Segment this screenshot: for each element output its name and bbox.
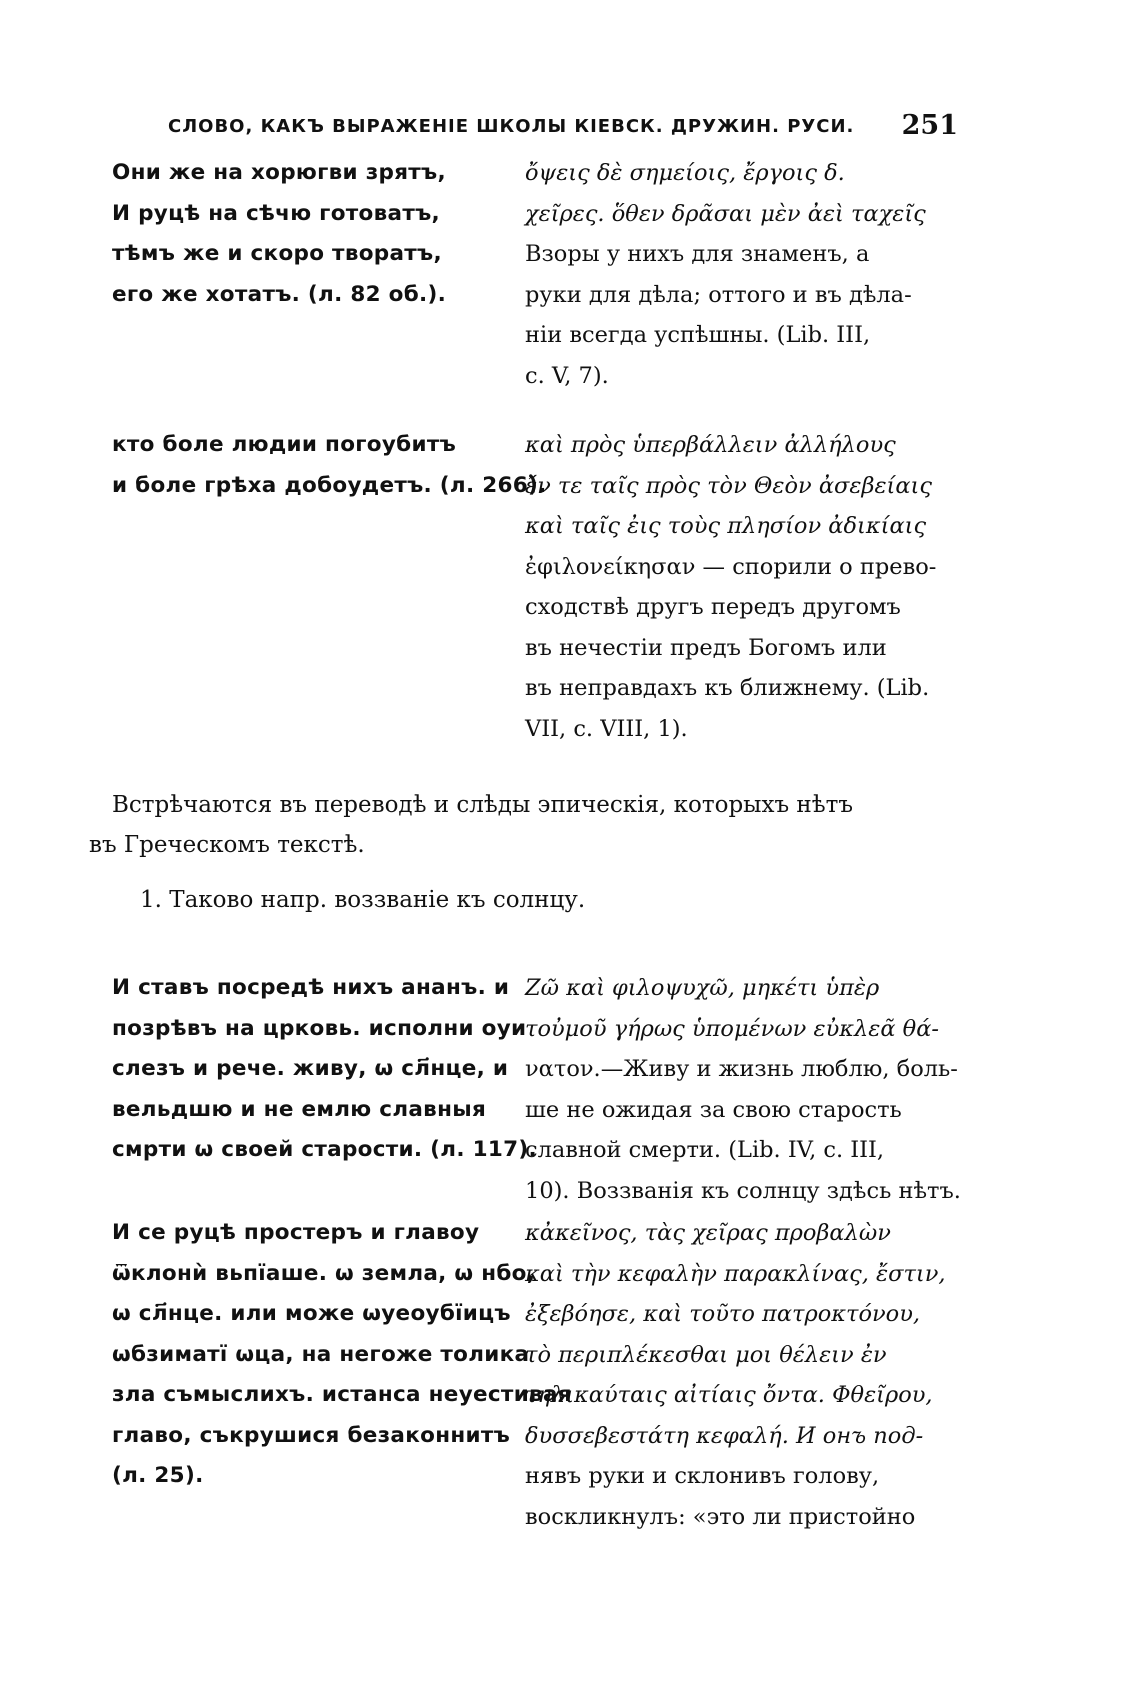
text-line: сходствѣ другъ передъ другомъ [525,594,901,620]
text-line: главо, съкрушися безаконнитъ [112,1422,511,1448]
text-line: его же хотатъ. (л. 82 об.). [112,281,447,307]
block4-slavonic-column [112,1213,572,1497]
text-line: (л. 25). [112,1463,204,1488]
text-line: ѡ сл҃нце. или може ѡуеоубїицъ [112,1301,511,1326]
text-line: ѿклонѝ вьпїаше. ѡ земла, ѡ нбо, [112,1260,536,1286]
greek-line: δυσσεβεστάτη κεφαλή. И онъ под- [525,1422,924,1449]
greek-line: Ζῶ καὶ φιλοψυχῶ, μηκέτι ὑπὲρ [525,975,880,1001]
text-line: зла съмыслихъ. истанса неуестивая [112,1382,572,1407]
text-line: ѡбзиматї ѡца, на негоже толика [112,1341,530,1367]
text-line: кто боле людии погоубитъ [112,432,457,457]
text-line: славной смерти. (Lib. IV, c. III, [525,1137,885,1163]
text-line: 10). Воззванія къ солнцу здѣсь нѣтъ. [525,1177,961,1204]
text-line: и боле грѣха добоудетъ. (л. 266). [112,472,547,498]
block2-slavonic-column [112,425,547,506]
text-line: VII, c. VIII, 1). [525,715,688,742]
block2-translation-column [525,425,950,749]
block1-translation-column [525,153,950,396]
text-line: И руцѣ на сѣчю готоватъ, [112,200,441,226]
block1-slavonic-column [112,153,512,315]
text-line: вельдшю и не емлю славныя [112,1096,487,1122]
text-line: ше не ожидая за свою старость [525,1096,902,1123]
text-line: И се руцѣ простеръ и главоу [112,1220,480,1245]
text-line: руки для дѣла; оттого и въ дѣла- [525,281,912,308]
running-title: СЛОВО, КАКЪ ВЫРАЖЕНІЕ ШКОЛЫ КІЕВСК. ДРУЖИН. РУСИ. [168,116,855,137]
text-line: νατον.—Живу и жизнь люблю, боль- [525,1056,958,1082]
text-line: И ставъ посредѣ нихъ ананъ. и [112,975,510,1000]
text-line: въ Греческомъ текстѣ. [89,832,365,858]
block3-translation-column [525,968,961,1211]
greek-line: καὶ πρὸς ὑπερβάλλειν ἀλλήλους [525,432,896,458]
greek-line: τὸ περιπλέκεσθαι μοι θέλειν ἐν [525,1341,887,1368]
text-line: c. V, 7). [525,362,609,389]
greek-line: τηλικαύταις αἰτίαις ὄντα. Φθεῖρου, [525,1382,933,1408]
text-line: воскликнулъ: «это ли пристойно [525,1503,916,1530]
greek-line: ἔν τε ταῖς πρὸς τὸν Θεὸν ἀσεβείαις [525,472,932,499]
text-line: 1. Таково напр. воззваніе къ солнцу. [140,887,586,913]
running-header [168,110,958,150]
body-paragraph [89,785,950,865]
greek-line: κἀκεῖνος, τὰς χεῖρας προβαλὼν [525,1220,891,1246]
text-line: въ нечестіи предъ Богомъ или [525,634,887,661]
text-line: нявъ руки и склонивъ голову, [525,1463,880,1489]
page-number: 251 [901,110,958,141]
text-line: ἐφιλονείκησαν — спорили о прево- [525,553,937,580]
greek-line: ἐξεβόησε, καὶ τοῦτο πατροκτόνου, [525,1301,921,1327]
text-line: ніи всегда успѣшны. (Lib. III, [525,322,871,348]
text-line: тѣмъ же и скоро творатъ, [112,241,442,266]
text-line: позрѣвъ на црковь. исполни оуи [112,1015,527,1041]
text-line: смрти ѡ своей старости. (л. 117). [112,1137,537,1162]
text-line: Встрѣчаются въ переводѣ и слѣды эпическія, которыхъ нѣтъ [112,792,853,818]
block4-translation-column [525,1213,950,1537]
greek-line: τοὐμοῦ γήρως ὑπομένων εὐκλεᾶ θά- [525,1015,940,1042]
text-line: слезъ и рече. живу, ѡ сл҃нце, и [112,1056,509,1081]
text-line: Взоры у нихъ для знаменъ, а [525,241,870,267]
text-line: Они же на хорюгви зрятъ, [112,160,446,185]
greek-line: χεῖρες. ὅθεν δρᾶσαι μὲν ἀεὶ ταχεῖς [525,200,926,227]
list-item [140,880,978,920]
text-line: въ неправдахъ къ ближнему. (Lib. [525,675,930,701]
greek-line: καὶ τὴν κεφαλὴν παρακλίνας, ἔστιν, [525,1260,946,1287]
greek-line: ὄψεις δὲ σημείοις, ἔργοις δ. [525,160,845,186]
block3-slavonic-column [112,968,537,1171]
greek-line: καὶ ταῖς ἐις τοὺς πλησίον ἀδικίαις [525,513,927,539]
